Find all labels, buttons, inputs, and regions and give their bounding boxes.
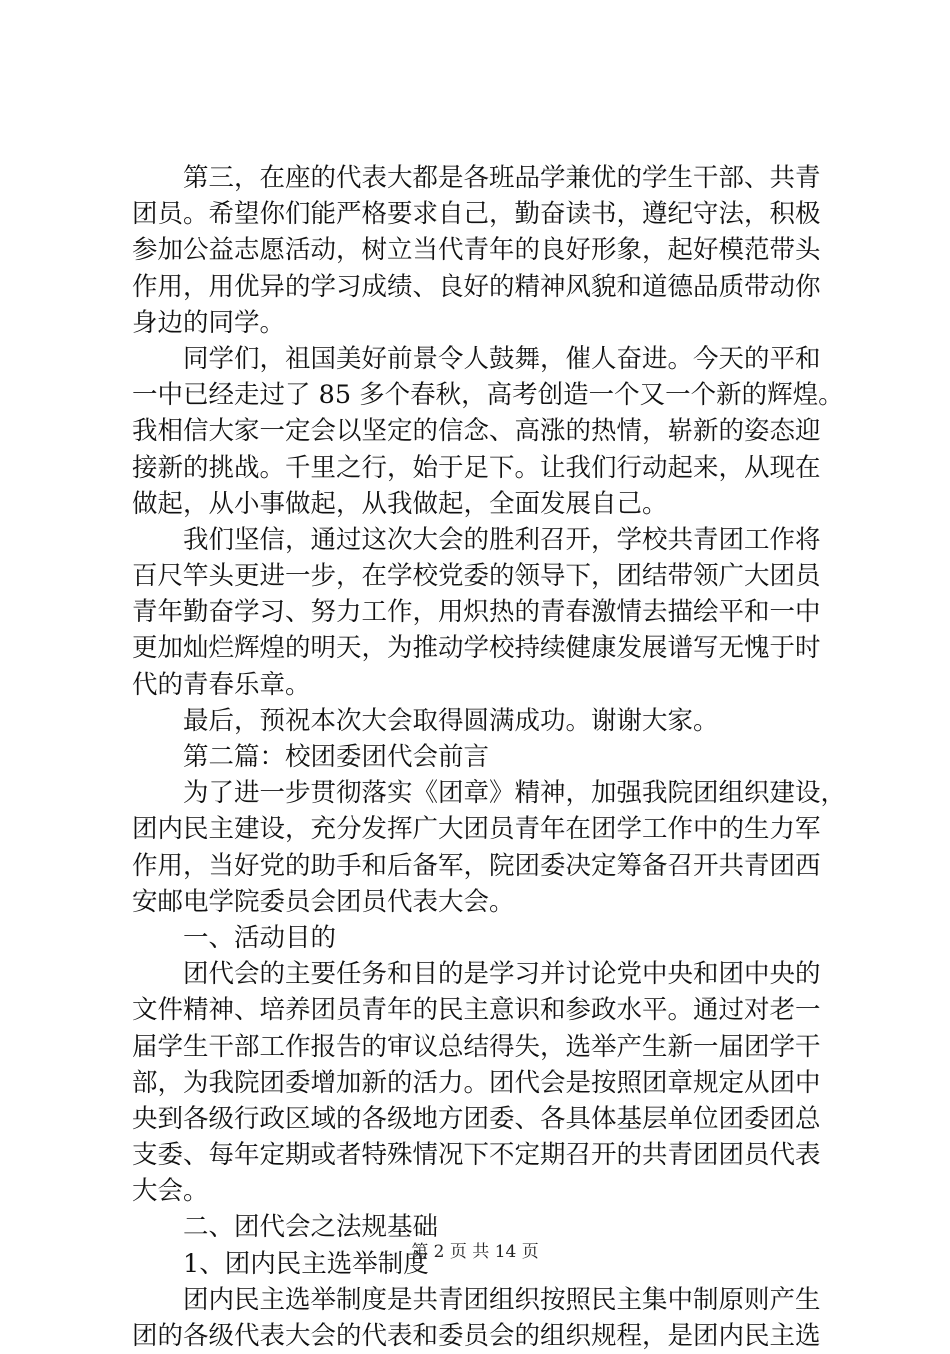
body-text-line: 二、团代会之法规基础: [183, 1212, 439, 1243]
body-text-line: 安邮电学院委员会团员代表大会。: [132, 886, 515, 917]
body-text-line: 团的各级代表大会的代表和委员会的组织规程，是团内民主选: [132, 1321, 821, 1351]
body-text-line: 为了进一步贯彻落实《团章》精神，加强我院团组织建设，: [183, 778, 847, 809]
document-body: [132, 160, 847, 1354]
body-text-line: 代的青春乐章。: [132, 669, 311, 700]
body-text-line: 部，为我院团委增加新的活力。团代会是按照团章规定从团中: [132, 1067, 821, 1098]
body-text-line: 接新的挑战。千里之行，始于足下。让我们行动起来，从现在: [132, 452, 821, 483]
body-text-line: 第三，在座的代表大都是各班品学兼优的学生干部、共青: [183, 163, 821, 193]
body-text-line: 团内民主选举制度是共青团组织按照民主集中制原则产生: [183, 1284, 821, 1315]
body-text-line: 更加灿烂辉煌的明天，为推动学校持续健康发展谱写无愧于时: [132, 633, 821, 664]
body-text-line: 1、团内民主选举制度: [183, 1248, 429, 1279]
body-text-line: 我相信大家一定会以坚定的信念、高涨的热情，崭新的姿态迎: [132, 416, 821, 447]
body-text-line: 大会。: [132, 1176, 209, 1207]
body-text-line: 参加公益志愿活动，树立当代青年的良好形象，起好模范带头: [132, 235, 821, 266]
body-text-line: 青年勤奋学习、努力工作，用炽热的青春激情去描绘平和一中: [132, 597, 821, 628]
body-text-line: 作用，当好党的助手和后备军，院团委决定筹备召开共青团西: [132, 850, 821, 881]
body-text-line: 团内民主建设，充分发挥广大团员青年在团学工作中的生力军: [132, 814, 821, 845]
body-text-line: 一中已经走过了 85 多个春秋，高考创造一个又一个新的辉煌。: [132, 380, 844, 411]
body-text-line: 文件精神、培养团员青年的民主意识和参政水平。通过对老一: [132, 995, 821, 1026]
body-text-line: 做起，从小事做起，从我做起，全面发展自己。: [132, 488, 668, 519]
body-text-line: 同学们，祖国美好前景令人鼓舞，催人奋进。今天的平和: [183, 343, 821, 374]
body-text-line: 身边的同学。: [132, 307, 286, 338]
body-text-line: 团员。希望你们能严格要求自己，勤奋读书，遵纪守法，积极: [132, 199, 821, 230]
page-footer: 第 2 页 共 14 页: [411, 1242, 539, 1262]
body-text-line: 支委、每年定期或者特殊情况下不定期召开的共青团团员代表: [132, 1140, 821, 1171]
body-text-line: 团代会的主要任务和目的是学习并讨论党中央和团中央的: [183, 959, 821, 990]
body-text-line: 最后，预祝本次大会取得圆满成功。谢谢大家。: [183, 705, 719, 736]
body-text-line: 一、活动目的: [183, 922, 337, 953]
body-text-line: 作用，用优异的学习成绩、良好的精神风貌和道德品质带动你: [132, 271, 821, 302]
body-text-line: 央到各级行政区域的各级地方团委、各具体基层单位团委团总: [132, 1103, 821, 1134]
body-text-line: 届学生干部工作报告的审议总结得失，选举产生新一届团学干: [132, 1031, 821, 1062]
body-text-line: 百尺竿头更进一步，在学校党委的领导下，团结带领广大团员: [132, 561, 821, 592]
body-text-line: 第二篇：校团委团代会前言: [183, 742, 490, 772]
body-text-line: 我们坚信，通过这次大会的胜利召开，学校共青团工作将: [183, 524, 821, 555]
